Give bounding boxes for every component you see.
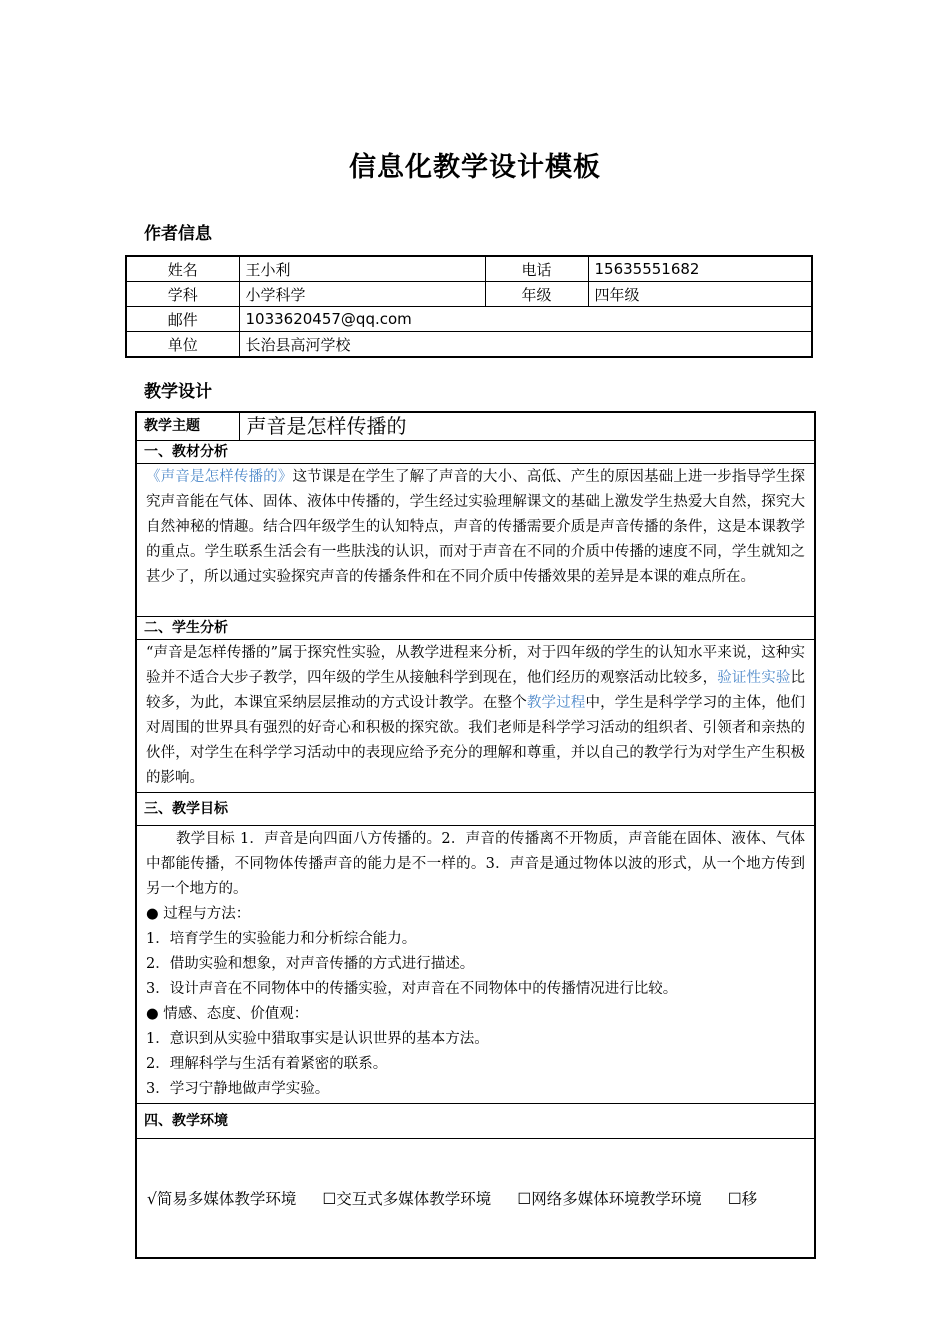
- name-label: 姓名: [126, 256, 239, 282]
- table-row: [136, 464, 815, 617]
- phone-label: 电话: [485, 256, 588, 282]
- process-heading: ● 过程与方法：: [146, 906, 251, 922]
- objectives-intro: 教学目标 1．声音是向四面八方传播的。2．声音的传播离不开物质，声音能在固体、液体、气体中都能传播，不同物体传播声音的能力是不一样的。3．声音是通过物体以波的形式，从一个地方传到另一个地方的。: [146, 831, 805, 897]
- list-item: 2．理解科学与生活有着紧密的联系。: [146, 1056, 388, 1072]
- table-row: [136, 412, 815, 441]
- unit-label: 单位: [126, 332, 239, 358]
- material-text: 这节课是在学生了解了声音的大小、高低、产生的原因基础上进一步指导学生探究声音能在气体、固体、液体中传播的，学生经过实验理解课文的基础上激发学生热爱大自然，探究大自然神秘的情趣。结合四年级学生的认知特点，声音的传播需要介质是声音传播的条件，这是本课教学的重点。学生联系生活会有一些肤浅的认识，而对于声音在不同的介质中传播的速度不同，学生就知之甚少了，所以通过实验探究声音的传播条件和在不同介质中传播效果的差异是本课的难点所在。: [146, 469, 806, 585]
- list-item: 3．学习宁静地做声学实验。: [146, 1081, 330, 1097]
- table-row: [136, 793, 815, 826]
- list-item: 3．设计声音在不同物体中的传播实验，对声音在不同物体中的传播情况进行比较。: [146, 981, 678, 997]
- objectives-heading: 三、教学目标: [136, 793, 815, 826]
- email-value: 1033620457@qq.com: [239, 307, 812, 332]
- table-row: [136, 826, 815, 1104]
- verification-experiment-link[interactable]: 验证性实验: [717, 670, 791, 686]
- table-row: [136, 441, 815, 464]
- list-item: 1．意识到从实验中猎取事实是认识世界的基本方法。: [146, 1031, 489, 1047]
- email-label: 邮件: [126, 307, 239, 332]
- name-value: 王小利: [239, 256, 485, 282]
- author-section-heading: 作者信息: [144, 224, 212, 244]
- phone-value: 15635551682: [588, 256, 812, 282]
- environment-heading: 四、教学环境: [136, 1104, 815, 1139]
- unit-value: 长治县高河学校: [239, 332, 812, 358]
- table-row: [136, 1139, 815, 1259]
- topic-label: 教学主题: [136, 412, 239, 441]
- student-text-1: “声音是怎样传播的”属于探究性实验，从教学进程来分析，对于四年级的学生的认知水平来说，这种实验并不适合大步子教学，四年级的学生从接触科学到现在，他们经历的观察活动比较多，: [146, 645, 805, 686]
- env-option-interactive-multimedia[interactable]: ☐交互式多媒体教学环境: [322, 1190, 492, 1208]
- student-analysis: [136, 640, 815, 793]
- env-option-mobile[interactable]: ☐移: [727, 1190, 758, 1208]
- lesson-link[interactable]: 《声音是怎样传播的》: [146, 469, 293, 485]
- table-row: [126, 332, 812, 358]
- student-text-3: 中，学生是科学学习的主体，他们对周围的世界具有强烈的好奇心和积极的探究欲。我们老师是科学学习活动的组织者、引领者和亲热的伙伴，对学生在科学学习活动中的表现应给予充分的理解和尊重，并以自己的教学行为对学生产生积极的影响。: [146, 695, 806, 786]
- student-heading: 二、学生分析: [136, 617, 815, 640]
- author-info-table: [125, 255, 813, 358]
- table-row: [136, 640, 815, 793]
- env-option-network-multimedia[interactable]: ☐网络多媒体环境教学环境: [517, 1190, 702, 1208]
- environment-options: [136, 1139, 815, 1259]
- material-analysis: [136, 464, 815, 617]
- page-title: 信息化教学设计模板: [349, 152, 601, 183]
- grade-value: 四年级: [588, 282, 812, 307]
- table-row: [126, 256, 812, 282]
- grade-label: 年级: [485, 282, 588, 307]
- table-row: [126, 282, 812, 307]
- student-text-2: 比较多，为此，本课宜采纳层层推动的方式设计教学。在整个: [146, 670, 806, 711]
- subject-value: 小学科学: [239, 282, 485, 307]
- table-row: [136, 1104, 815, 1139]
- emotion-heading: ● 情感、态度、价值观：: [146, 1006, 309, 1022]
- list-item: 2．借助实验和想象，对声音传播的方式进行描述。: [146, 956, 475, 972]
- topic-value: 声音是怎样传播的: [239, 412, 815, 441]
- table-row: [126, 307, 812, 332]
- material-heading: 一、教材分析: [136, 441, 815, 464]
- list-item: 1．培育学生的实验能力和分析综合能力。: [146, 931, 417, 947]
- table-row: [136, 617, 815, 640]
- teaching-design-table: [135, 411, 816, 1259]
- teaching-objectives: [136, 826, 815, 1104]
- env-option-simple-multimedia[interactable]: √简易多媒体教学环境: [147, 1190, 297, 1208]
- teaching-process-link[interactable]: 教学过程: [526, 695, 586, 711]
- subject-label: 学科: [126, 282, 239, 307]
- design-section-heading: 教学设计: [144, 382, 212, 402]
